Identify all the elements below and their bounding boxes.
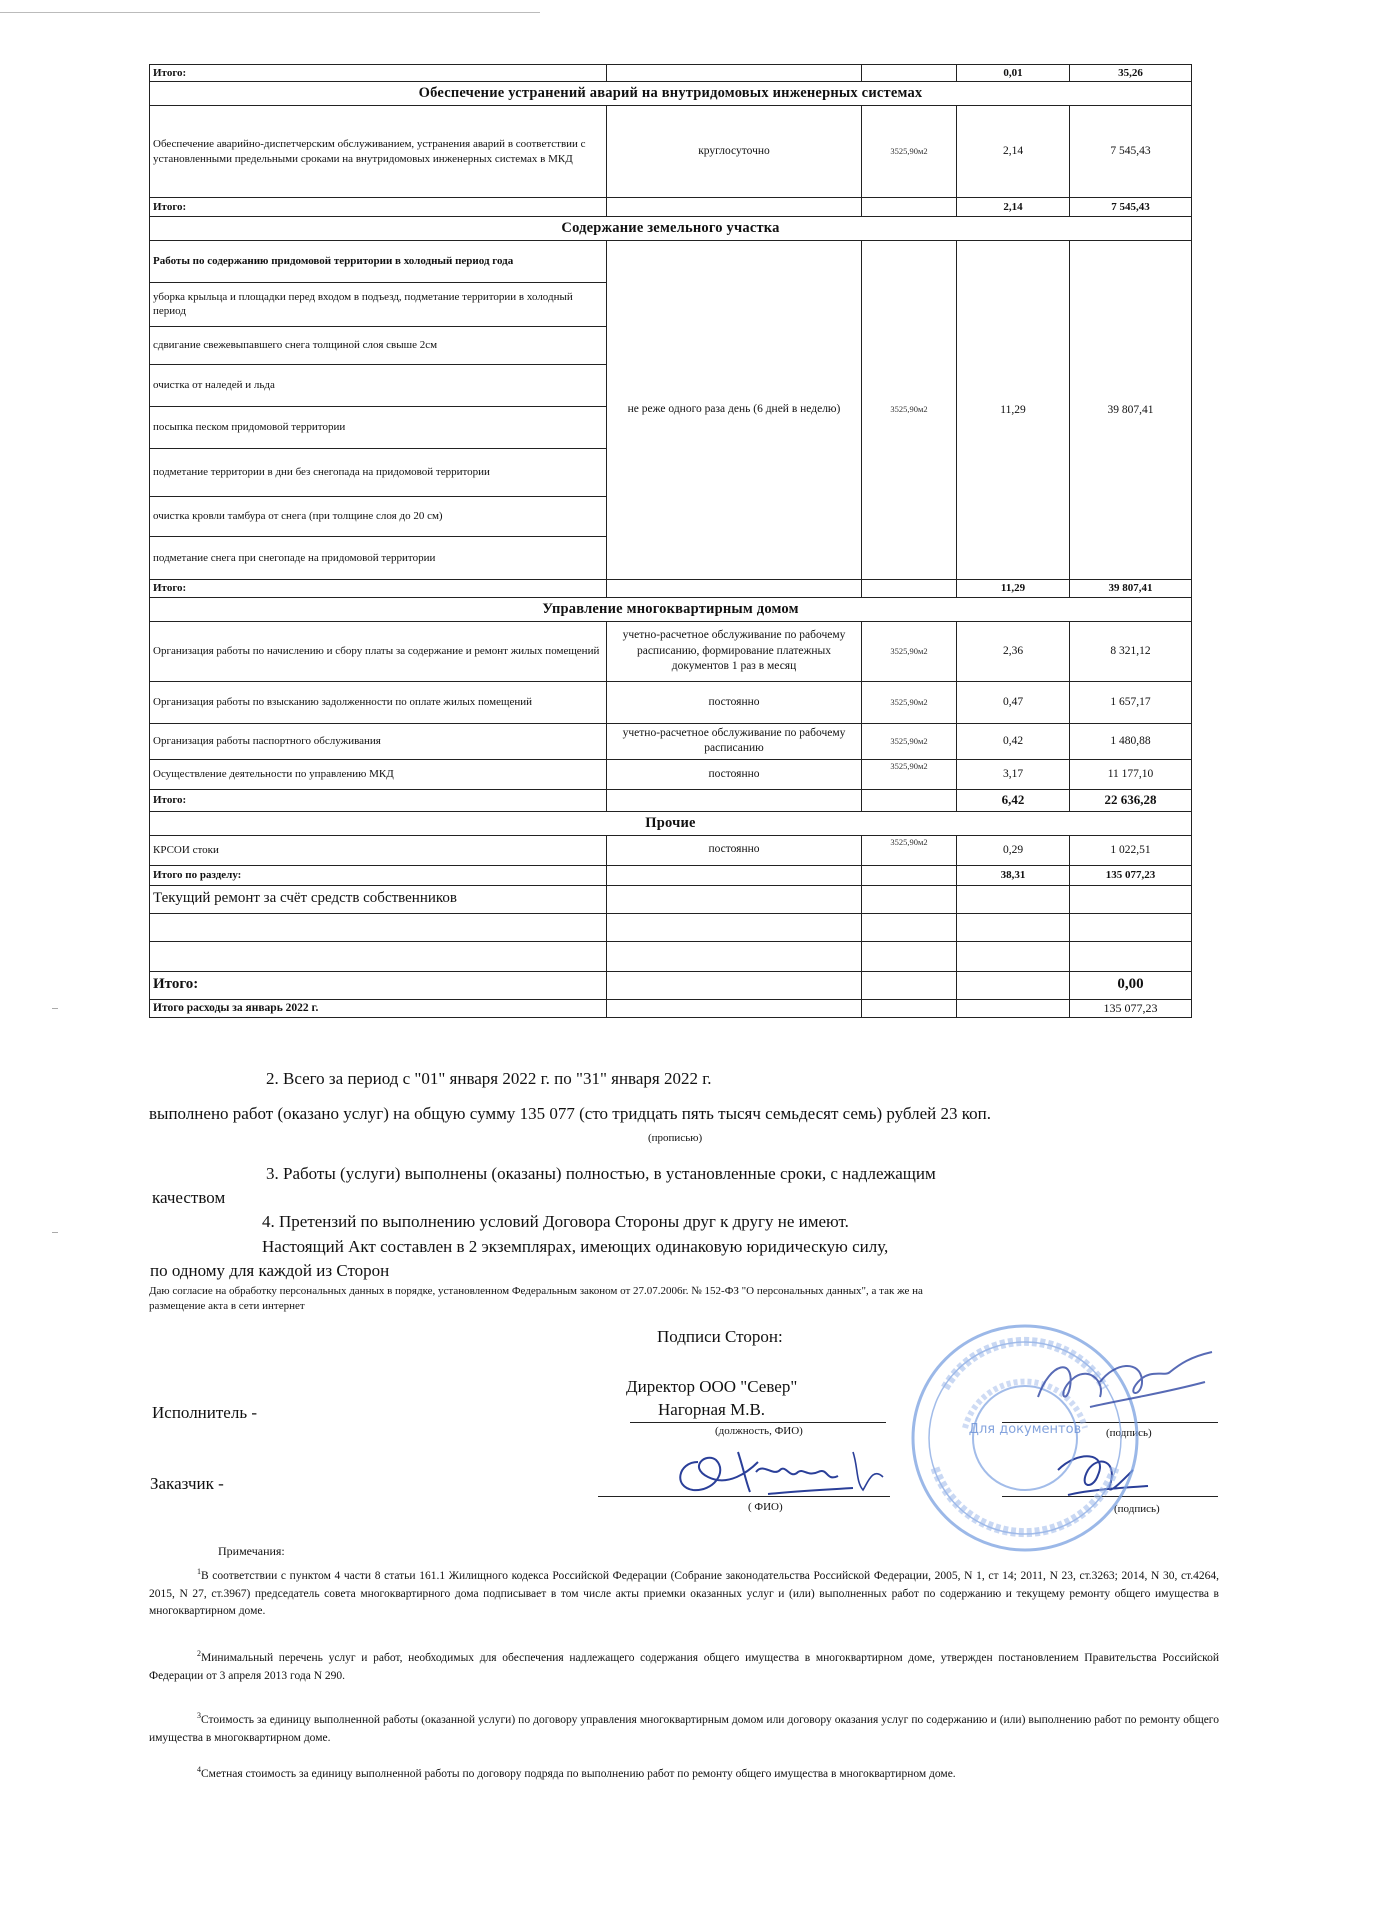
section-title: Содержание земельного участка — [150, 217, 1192, 241]
row-rate: 0,47 — [957, 681, 1070, 723]
row-cost: 135 077,23 — [1070, 999, 1192, 1018]
notes-heading: Примечания: — [218, 1544, 285, 1558]
works-table — [149, 64, 1192, 1018]
note-text: Минимальный перечень услуг и работ, необходимых для обеспечения надлежащего содержания общего имущества в многоквартирном доме, утвержден постановлением Правительства Российской Федерации от 3 апреля 2013 года N 290. — [149, 1651, 1219, 1682]
row-period: учетно-расчетное обслуживание по рабочему расписанию, формирование платежных документов 1 раз в месяц — [607, 621, 862, 681]
note-4 — [149, 1764, 1219, 1784]
row-cost: 8 321,12 — [1070, 621, 1192, 681]
executor-signature — [1030, 1342, 1220, 1422]
copies-statement-cont: по одному для каждой из Сторон — [150, 1261, 390, 1280]
executor-caption-signature: (подпись) — [1106, 1427, 1152, 1439]
table-row — [150, 106, 1192, 198]
row-period: постоянно — [607, 681, 862, 723]
customer-label: Заказчик - — [150, 1474, 224, 1493]
section-header — [150, 82, 1192, 106]
amount-caption: (прописью) — [648, 1132, 703, 1144]
table-row — [150, 835, 1192, 865]
row-name: Итого: — [150, 65, 607, 82]
row-name: Обеспечение аварийно-диспетчерским обслуживанием, устранения аварий в соответствии с установленными предельными сроками на внутридомовых инженерных системах в МКД — [150, 106, 607, 198]
row-area: 3525,90м2 — [862, 723, 957, 759]
row-name: Итого: — [150, 579, 607, 597]
row-area: 3525,90м2 — [862, 621, 957, 681]
row-cost: 39 807,41 — [1070, 579, 1192, 597]
note-text: Стоимость за единицу выполненной работы (оказанной услуги) по договору управления многоквартирным домом или договору оказания услуг по содержанию и (или) выполнению работ по ремонту общего имущества в многоквартирном доме. — [149, 1713, 1219, 1744]
section-title: Прочие — [150, 811, 1192, 835]
row-area — [862, 198, 957, 217]
table-row-total — [150, 579, 1192, 597]
row-name: очистка от наледей и льда — [150, 364, 607, 406]
row-rate: 11,29 — [957, 579, 1070, 597]
section-title: Обеспечение устранений аварий на внутридомовых инженерных системах — [150, 82, 1192, 106]
row-period — [607, 865, 862, 885]
row-name: подметание снега при снегопаде на придомовой территории — [150, 536, 607, 579]
row-rate: 6,42 — [957, 789, 1070, 811]
copies-statement: Настоящий Акт составлен в 2 экземплярах, имеющих одинаковую юридическую силу, — [262, 1237, 889, 1256]
executor-position: Директор ООО "Север" — [626, 1377, 798, 1396]
row-rate: 2,36 — [957, 621, 1070, 681]
no-claims-statement: 4. Претензий по выполнению условий Договора Стороны друг к другу не имеют. — [262, 1212, 849, 1231]
row-name: очистка кровли тамбура от снега (при толщине слоя до 20 см) — [150, 496, 607, 536]
row-name: Итого: — [150, 971, 607, 999]
scan-edge-mark — [52, 1008, 58, 1009]
executor-label: Исполнитель - — [152, 1403, 257, 1422]
row-period: учетно-расчетное обслуживание по рабочему расписанию — [607, 723, 862, 759]
consent-text-cont: размещение акта в сети интернет — [149, 1300, 305, 1312]
table-row — [150, 621, 1192, 681]
row-area — [862, 789, 957, 811]
row-area: 3525,90м2 — [862, 240, 957, 579]
row-name: подметание территории в дни без снегопада на придомовой территории — [150, 448, 607, 496]
signatures-heading: Подписи Сторон: — [657, 1327, 783, 1346]
row-cost: 0,00 — [1070, 971, 1192, 999]
table-row-total — [150, 198, 1192, 217]
row-cost: 135 077,23 — [1070, 865, 1192, 885]
total-period-line: 2. Всего за период с "01" января 2022 г. по "31" января 2022 г. — [266, 1069, 712, 1088]
row-cost: 11 177,10 — [1070, 759, 1192, 789]
table-row-total — [150, 65, 1192, 82]
note-3 — [149, 1710, 1219, 1747]
row-cost: 39 807,41 — [1070, 240, 1192, 579]
row-cost: 7 545,43 — [1070, 106, 1192, 198]
note-2 — [149, 1648, 1219, 1685]
note-mark: 4 — [197, 1765, 201, 1774]
note-mark: 2 — [197, 1649, 201, 1658]
table-row — [150, 681, 1192, 723]
consent-text: Даю согласие на обработку персональных данных в порядке, установленном Федеральным законом от 27.07.2006г. № 152-ФЗ "О персональных данных", а так же на — [149, 1285, 923, 1297]
row-rate: 0,01 — [957, 65, 1070, 82]
row-period: круглосуточно — [607, 106, 862, 198]
row-cost: 1 022,51 — [1070, 835, 1192, 865]
row-name: Организация работы по начислению и сбору платы за содержание и ремонт жилых помещений — [150, 621, 607, 681]
row-rate: 2,14 — [957, 106, 1070, 198]
row-rate: 3,17 — [957, 759, 1070, 789]
row-area: 3525,90м2 — [862, 759, 957, 789]
section-header — [150, 217, 1192, 241]
section-header — [150, 597, 1192, 621]
row-name: Итого: — [150, 198, 607, 217]
row-cost: 35,26 — [1070, 65, 1192, 82]
note-text: В соответствии с пунктом 4 части 8 статьи 161.1 Жилищного кодекса Российской Федерации (Собрание законодательства Российской Федерации, 2005, N 1, ст 14; 2011, N 23, ст.3263; 2014, N 30, ст.4264, 2015, N 27, ст.3967) председатель совета многоквартирного дома подписывает в том числе акты приемки оказанных услуг и (или) выполненных работ по содержанию и текущему ремонту общего имущества в многоквартирном доме. — [149, 1569, 1219, 1618]
row-rate: 0,29 — [957, 835, 1070, 865]
row-period: постоянно — [607, 759, 862, 789]
row-name: Текущий ремонт за счёт средств собственников — [150, 885, 607, 913]
table-row-grand-total — [150, 999, 1192, 1018]
quality-statement-cont: качеством — [152, 1188, 226, 1207]
note-mark: 1 — [197, 1567, 201, 1576]
row-name: Итого по разделу: — [150, 865, 607, 885]
executor-name: Нагорная М.В. — [658, 1400, 766, 1419]
table-row — [150, 240, 1192, 282]
section-header — [150, 811, 1192, 835]
row-name: Осуществление деятельности по управлению МКД — [150, 759, 607, 789]
row-rate: 0,42 — [957, 723, 1070, 759]
customer-signature — [668, 1432, 898, 1502]
row-period — [607, 579, 862, 597]
row-name: Итого: — [150, 789, 607, 811]
quality-statement: 3. Работы (услуги) выполнены (оказаны) полностью, в установленные сроки, с надлежащим — [266, 1164, 936, 1183]
row-cost: 22 636,28 — [1070, 789, 1192, 811]
customer-caption-signature: (подпись) — [1114, 1503, 1160, 1515]
table-row-total — [150, 789, 1192, 811]
table-row-empty — [150, 941, 1192, 971]
note-mark: 3 — [197, 1711, 201, 1720]
table-row-total — [150, 865, 1192, 885]
row-area — [862, 65, 957, 82]
row-area: 3525,90м2 — [862, 106, 957, 198]
table-row — [150, 723, 1192, 759]
row-area: 3525,90м2 — [862, 835, 957, 865]
table-row-heading — [150, 885, 1192, 913]
row-period: постоянно — [607, 835, 862, 865]
row-period — [607, 65, 862, 82]
row-name: Итого расходы за январь 2022 г. — [150, 999, 607, 1018]
scan-top-rule — [0, 12, 540, 13]
row-cost: 1 657,17 — [1070, 681, 1192, 723]
scan-edge-mark — [52, 1232, 58, 1233]
row-cost: 1 480,88 — [1070, 723, 1192, 759]
note-1 — [149, 1566, 1219, 1621]
row-name: КРСОИ стоки — [150, 835, 607, 865]
row-area — [862, 579, 957, 597]
stamp-center-text: Для документов — [968, 1422, 1082, 1437]
row-name: Организация работы по взысканию задолженности по оплате жилых помещений — [150, 681, 607, 723]
row-name: посыпка песком придомовой территории — [150, 406, 607, 448]
row-period — [607, 789, 862, 811]
executor-caption-position: (должность, ФИО) — [715, 1425, 803, 1437]
row-rate: 2,14 — [957, 198, 1070, 217]
row-rate: 38,31 — [957, 865, 1070, 885]
customer-caption-name: ( ФИО) — [748, 1501, 783, 1513]
table-row-total — [150, 971, 1192, 999]
row-period: не реже одного раза день (6 дней в неделю) — [607, 240, 862, 579]
note-text: Сметная стоимость за единицу выполненной работы по договору подряда по выполнению работ по ремонту общего имущества в многоквартирном доме. — [201, 1767, 956, 1780]
row-name: Организация работы паспортного обслуживания — [150, 723, 607, 759]
row-cost: 7 545,43 — [1070, 198, 1192, 217]
table-row-empty — [150, 913, 1192, 941]
total-amount-line: выполнено работ (оказано услуг) на общую сумму 135 077 (сто тридцать пять тысяч семьдесят семь) рублей 23 коп. — [149, 1104, 992, 1123]
row-rate: 11,29 — [957, 240, 1070, 579]
section-title: Управление многоквартирным домом — [150, 597, 1192, 621]
executor-name-line — [630, 1422, 886, 1423]
row-period — [607, 198, 862, 217]
row-name: уборка крыльца и площадки перед входом в подъезд, подметание территории в холодный период — [150, 282, 607, 326]
table-row — [150, 759, 1192, 789]
row-area — [862, 865, 957, 885]
row-area: 3525,90м2 — [862, 681, 957, 723]
row-name: Работы по содержанию придомовой территории в холодный период года — [150, 240, 607, 282]
row-name: сдвигание свежевыпавшего снега толщиной слоя свыше 2см — [150, 326, 607, 364]
